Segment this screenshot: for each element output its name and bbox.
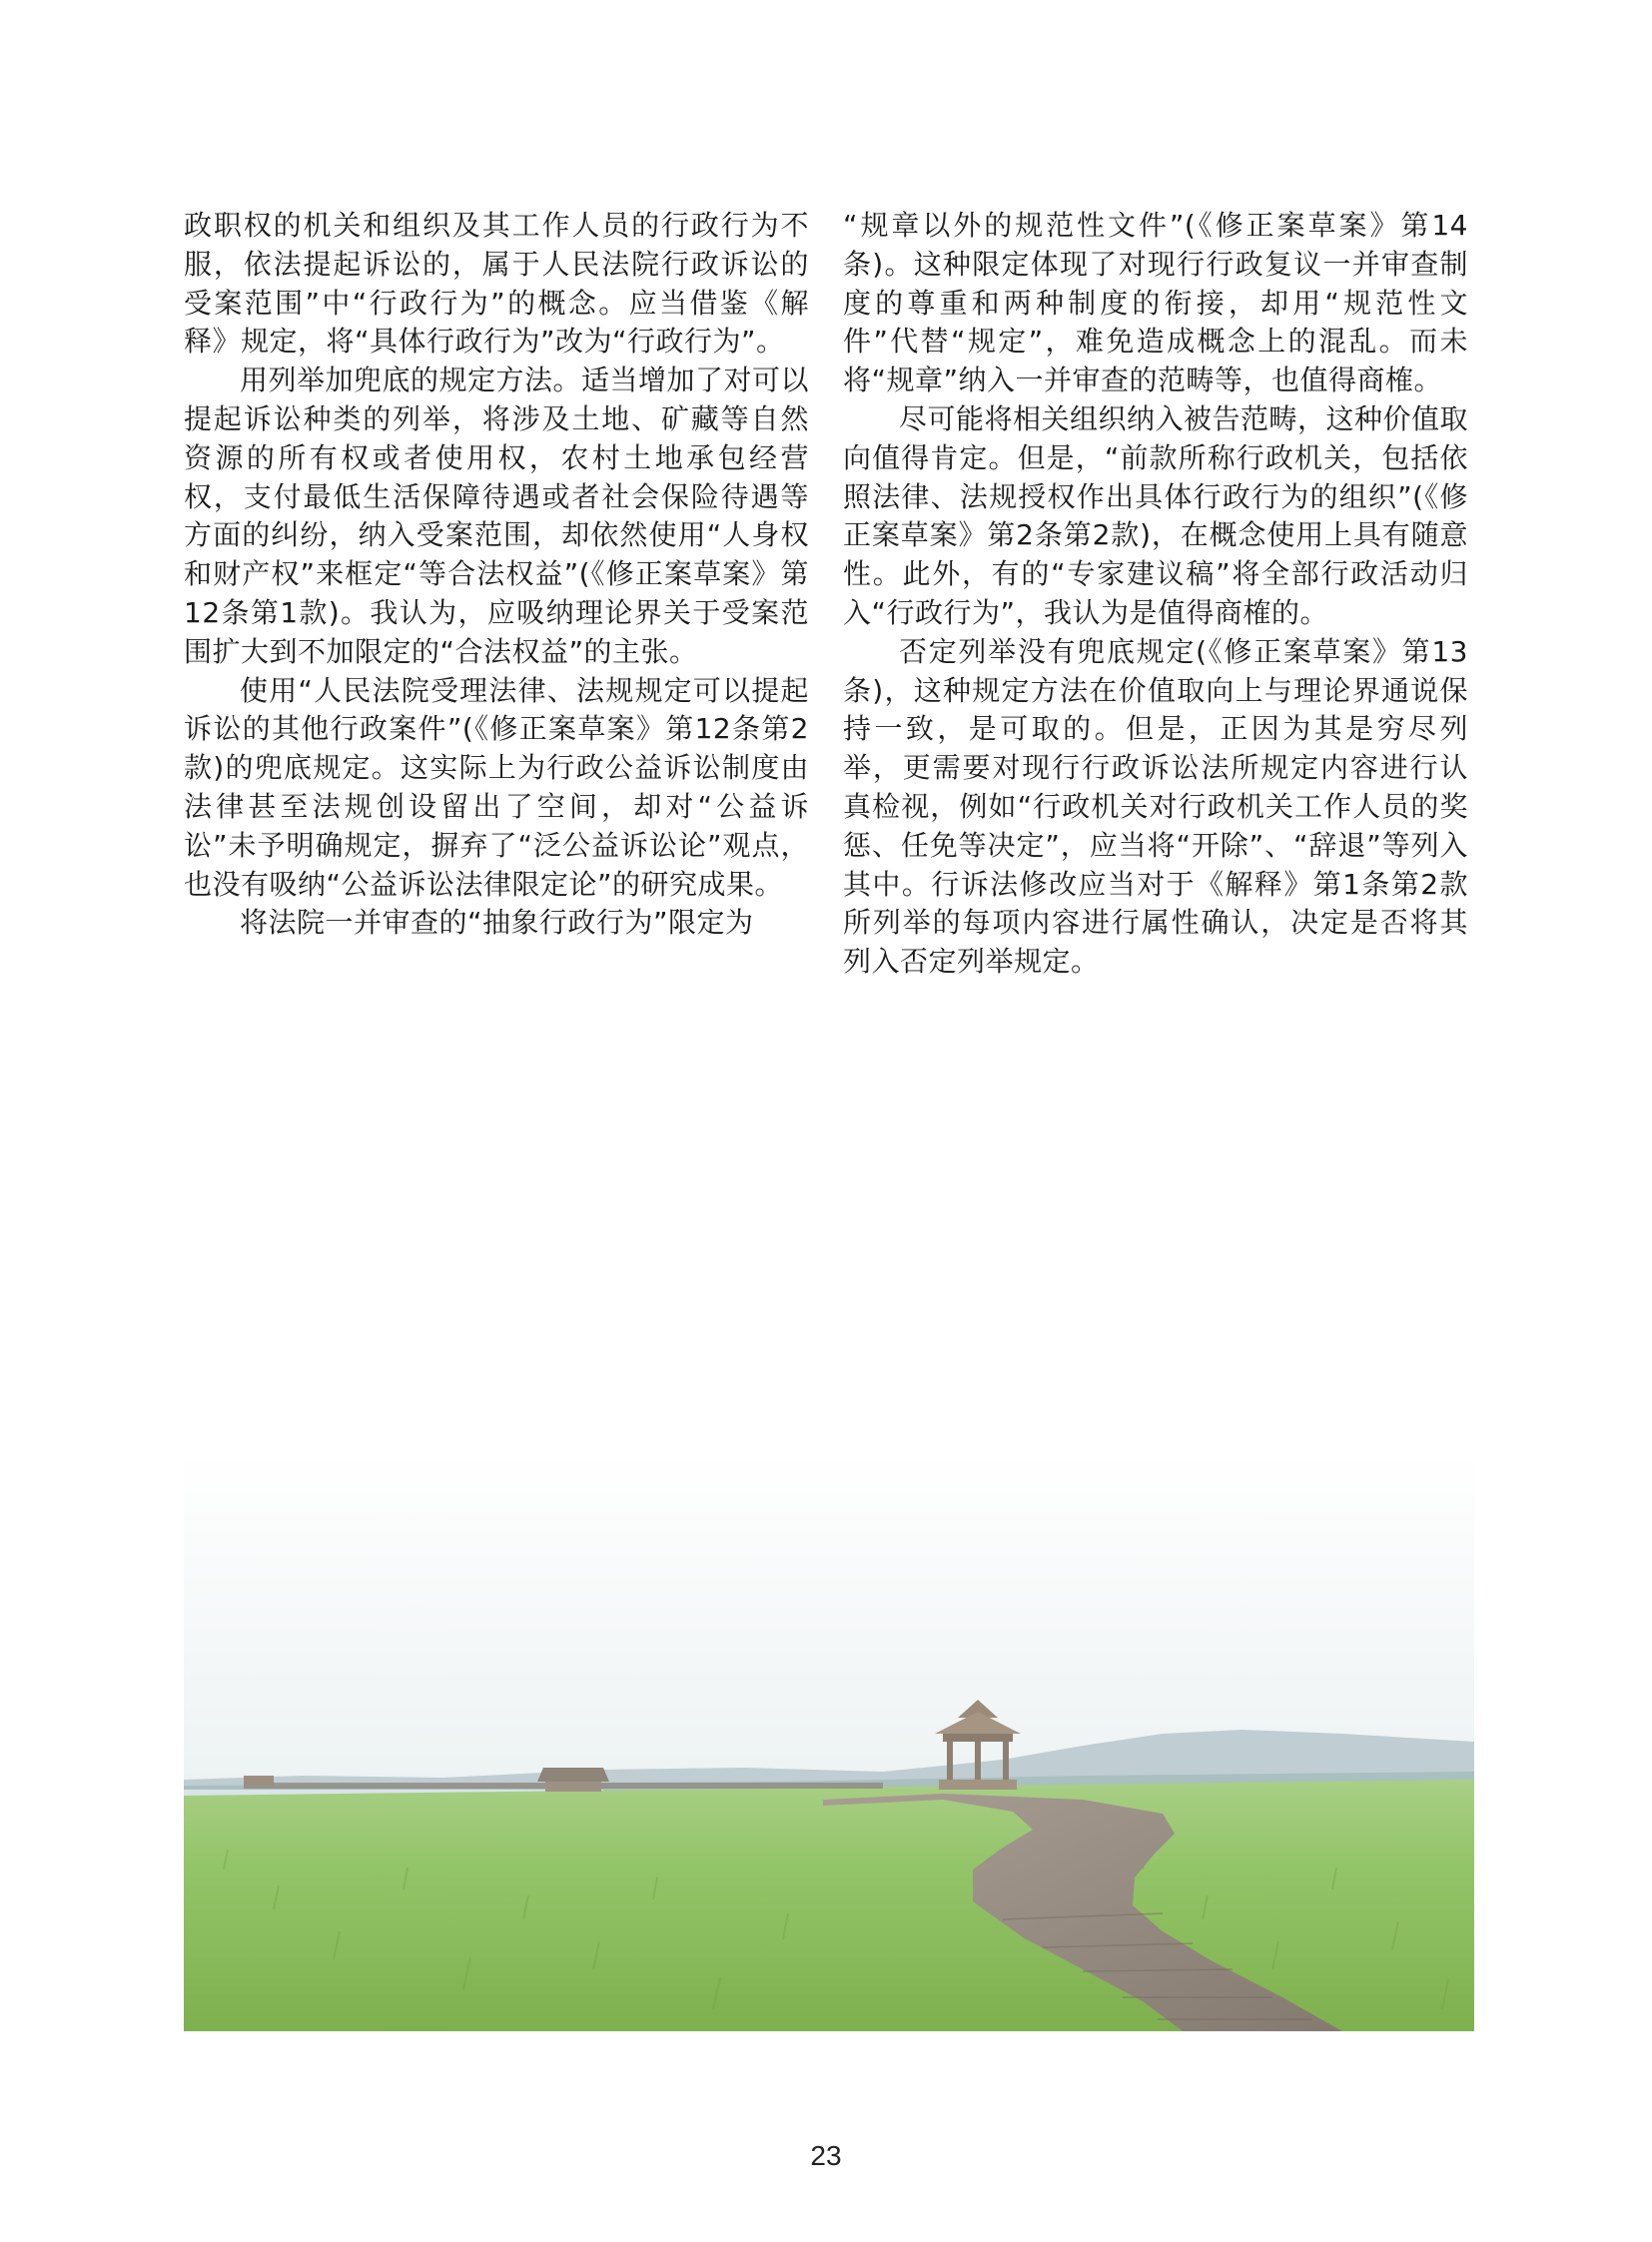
left-paragraph-3: 使用“人民法院受理法律、法规规定可以提起诉讼的其他行政案件”(《修正案草案》第12条第2款)的兜底规定。这实际上为行政公益诉讼制度由法律甚至法规创设留出了空间，却对“公益诉讼”未予明确规定，摒弃了“泛公益诉讼论”观点，也没有吸纳“公益诉讼法律限定论”的研究成果。 bbox=[184, 673, 809, 901]
right-paragraph-1: “规章以外的规范性文件”(《修正案草案》第14条)。这种限定体现了对现行行政复议一并审查制度的尊重和两种制度的衔接，却用“规范性文件”代替“规定”，难免造成概念上的混乱。而未将“规章”纳入一并审查的范畴等，也值得商榷。 bbox=[843, 209, 1468, 397]
right-paragraph-2: 尽可能将相关组织纳入被告范畴，这种价值取向值得肯定。但是，“前款所称行政机关，包括依照法律、法规授权作出具体行政行为的组织”(《修正案草案》第2条第2款)，在概念使用上具有随意性。此外，有的“专家建议稿”将全部行政活动归入“行政行为”，我认为是值得商榷的。 bbox=[843, 401, 1469, 629]
left-paragraph-1: 政职权的机关和组织及其工作人员的行政行为不服，依法提起诉讼的，属于人民法院行政诉讼的受案范围”中“行政行为”的概念。应当借鉴《解释》规定，将“具体行政行为”改为“行政行为”。 bbox=[184, 209, 809, 359]
grass-field bbox=[184, 1780, 1474, 2031]
right-column bbox=[843, 207, 1468, 982]
photo-illustration bbox=[184, 1450, 1474, 2031]
left-paragraph-4: 将法院一并审查的“抽象行政行为”限定为 bbox=[240, 906, 754, 940]
right-paragraph-3: 否定列举没有兜底规定(《修正案草案》第13条)，这种规定方法在价值取向上与理论界通说保持一致，是可取的。但是，正因为其是穷尽列举，更需要对现行行政诉讼法所规定内容进行认真检视，例如“行政机关对行政机关工作人员的奖惩、任免等决定”，应当将“开除”、“辞退”等列入其中。行诉法修改应当对于《解释》第1条第2款所列举的每项内容进行属性确认，决定是否将其列入否定列举规定。 bbox=[843, 634, 1468, 979]
tower-roof bbox=[537, 1768, 609, 1782]
tower-base bbox=[545, 1782, 601, 1792]
left-paragraph-2: 用列举加兜底的规定方法。适当增加了对可以提起诉讼种类的列举，将涉及土地、矿藏等自然资源的所有权或者使用权，农村土地承包经营权，支付最低生活保障待遇或者社会保险待遇等方面的纠纷，纳入受案范围，却依然使用“人身权和财产权”来框定“等合法权益”(《修正案草案》第12条第1款)。我认为，应吸纳理论界关于受案范围扩大到不加限定的“合法权益”的主张。 bbox=[184, 364, 810, 668]
wetland-boardwalk-photo bbox=[184, 1450, 1474, 2031]
left-column bbox=[184, 207, 809, 943]
small-platform bbox=[244, 1776, 274, 1786]
page-number: 23 bbox=[810, 2140, 842, 2171]
